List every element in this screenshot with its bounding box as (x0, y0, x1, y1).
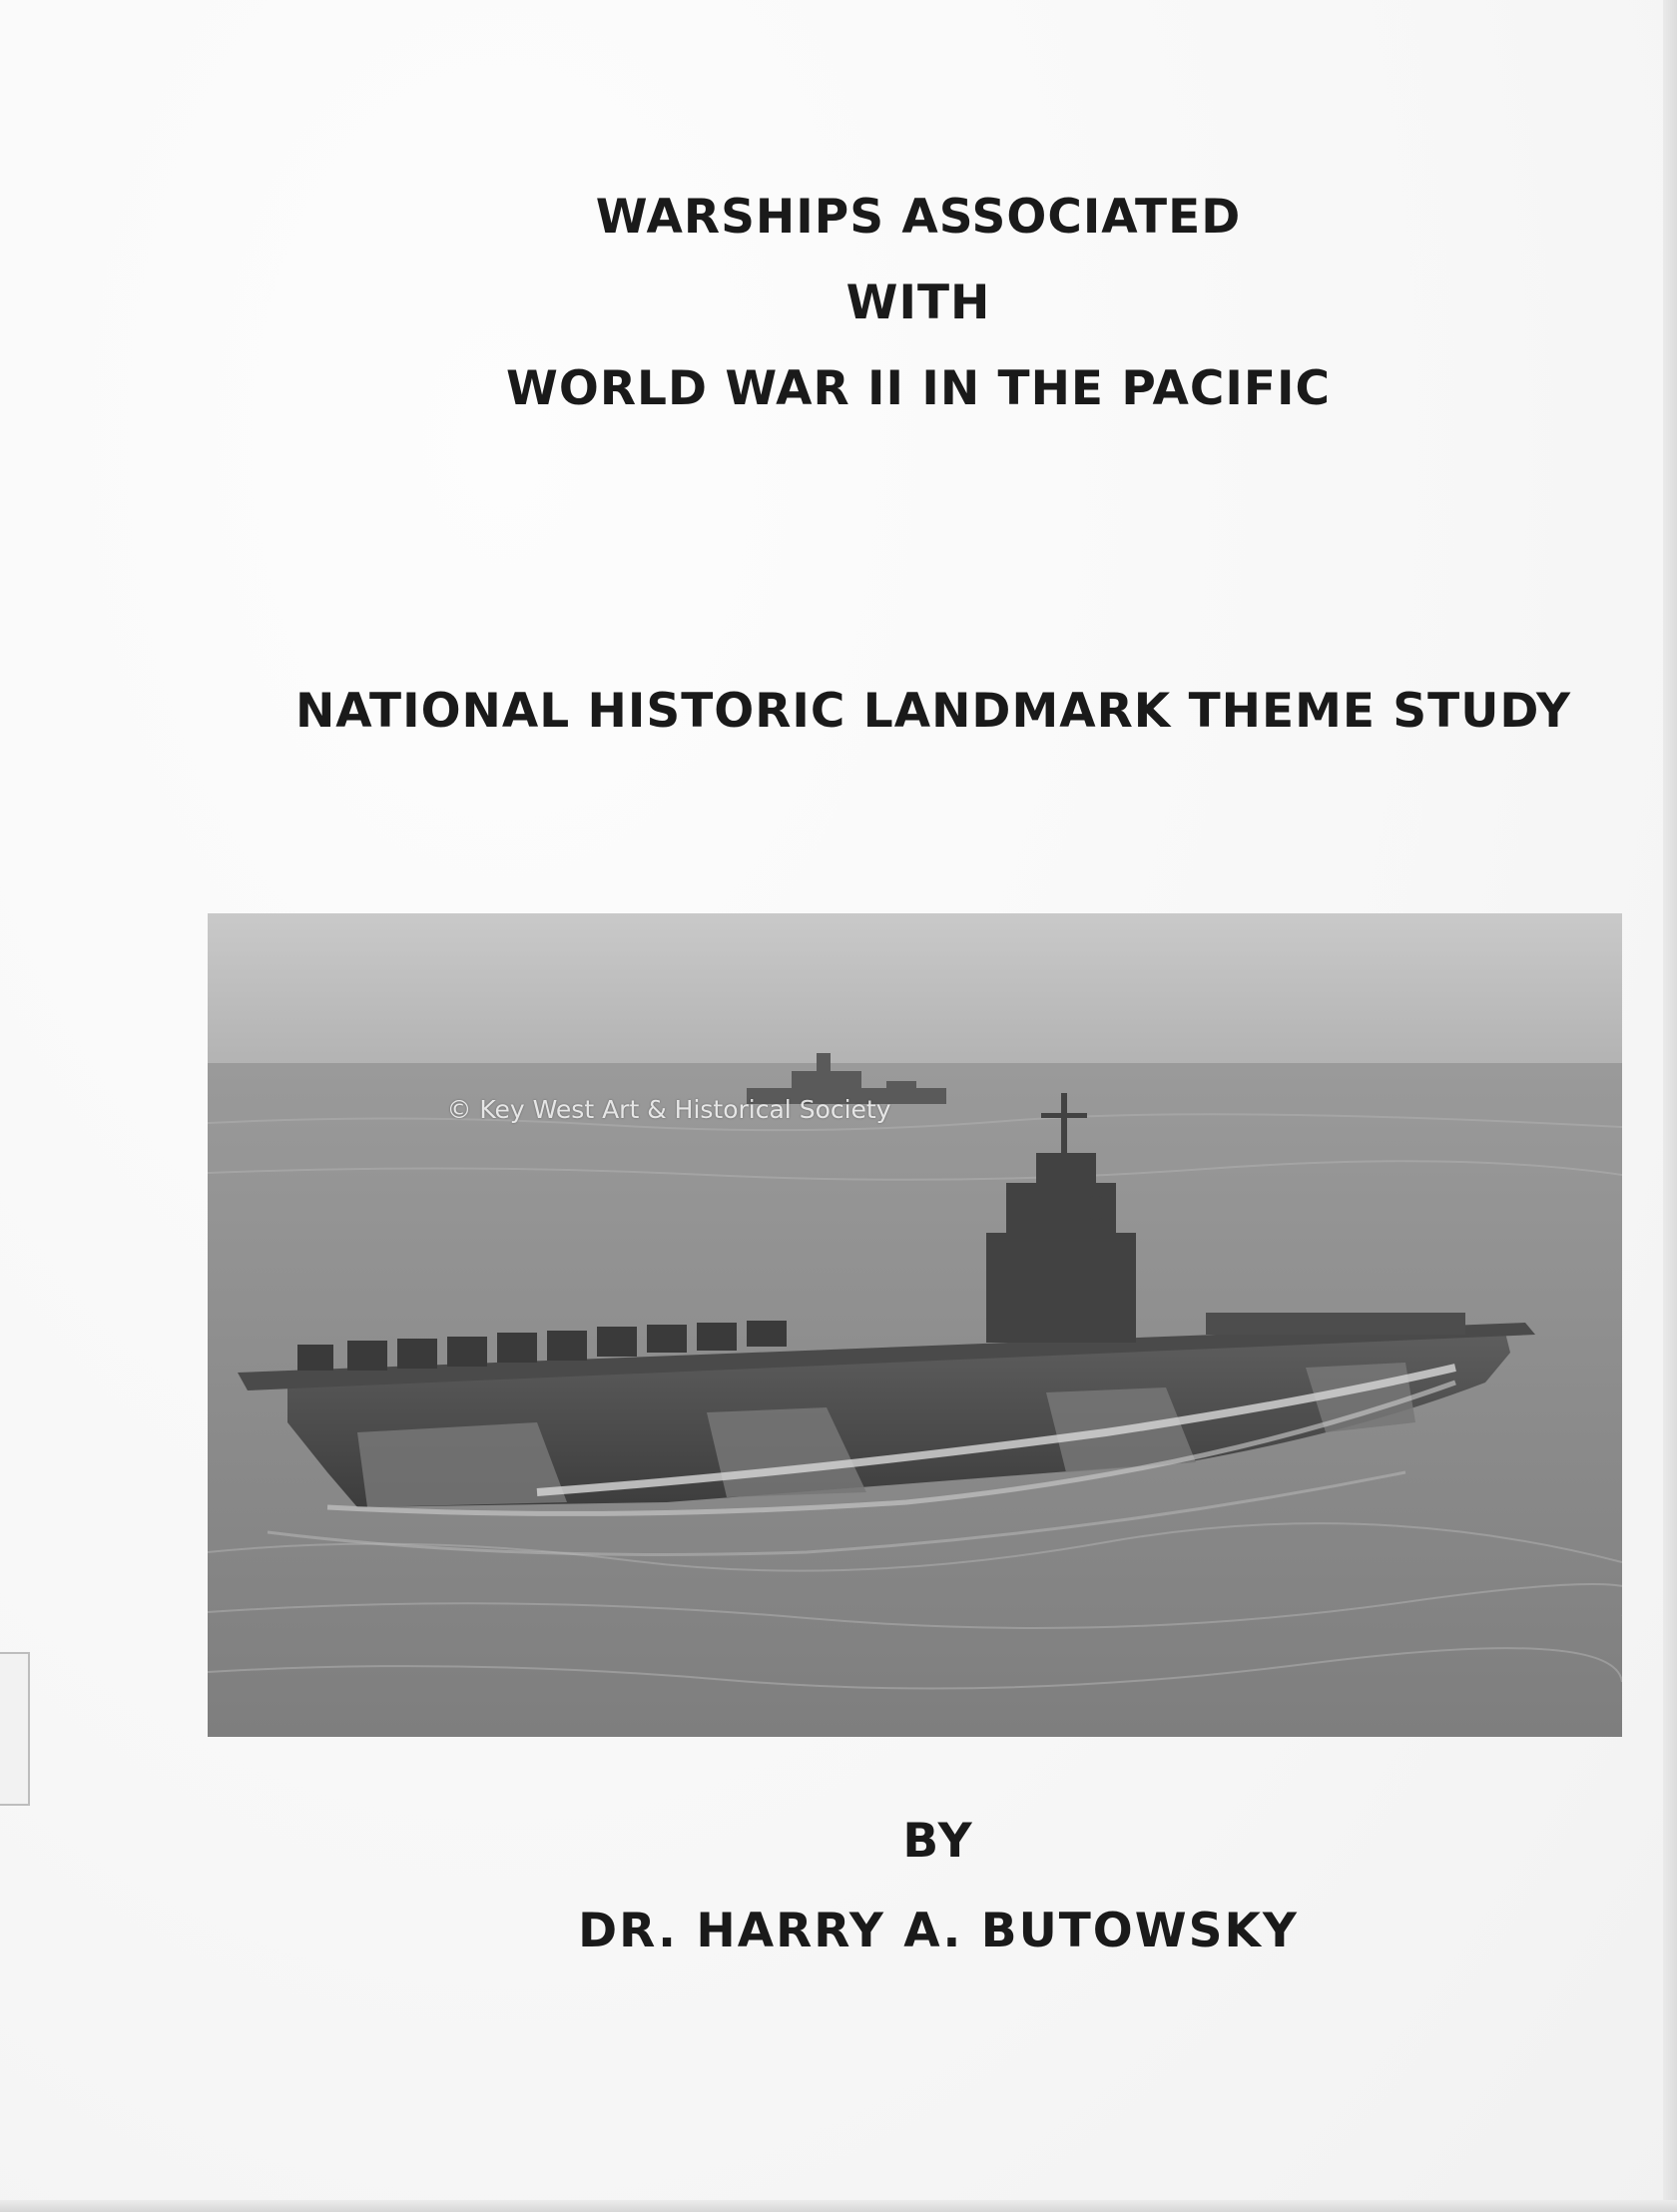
title-line-3: WORLD WAR II IN THE PACIFIC (506, 361, 1331, 416)
page-edge-bottom (0, 2200, 1677, 2212)
author-name: DR. HARRY A. BUTOWSKY (578, 1904, 1299, 1958)
cover-subtitle: NATIONAL HISTORIC LANDMARK THEME STUDY (294, 684, 1572, 739)
cover-title (379, 175, 1457, 432)
aircraft-carrier-photo (208, 913, 1622, 1737)
page-edge-right (1663, 0, 1677, 2212)
title-line-2: WITH (845, 276, 991, 330)
by-label: BY (902, 1814, 974, 1869)
byline (499, 1797, 1378, 1976)
library-label-tab (0, 1652, 30, 1806)
title-line-1: WARSHIPS ASSOCIATED (595, 190, 1242, 245)
copyright-watermark: © Key West Art & Historical Society (446, 1095, 891, 1124)
